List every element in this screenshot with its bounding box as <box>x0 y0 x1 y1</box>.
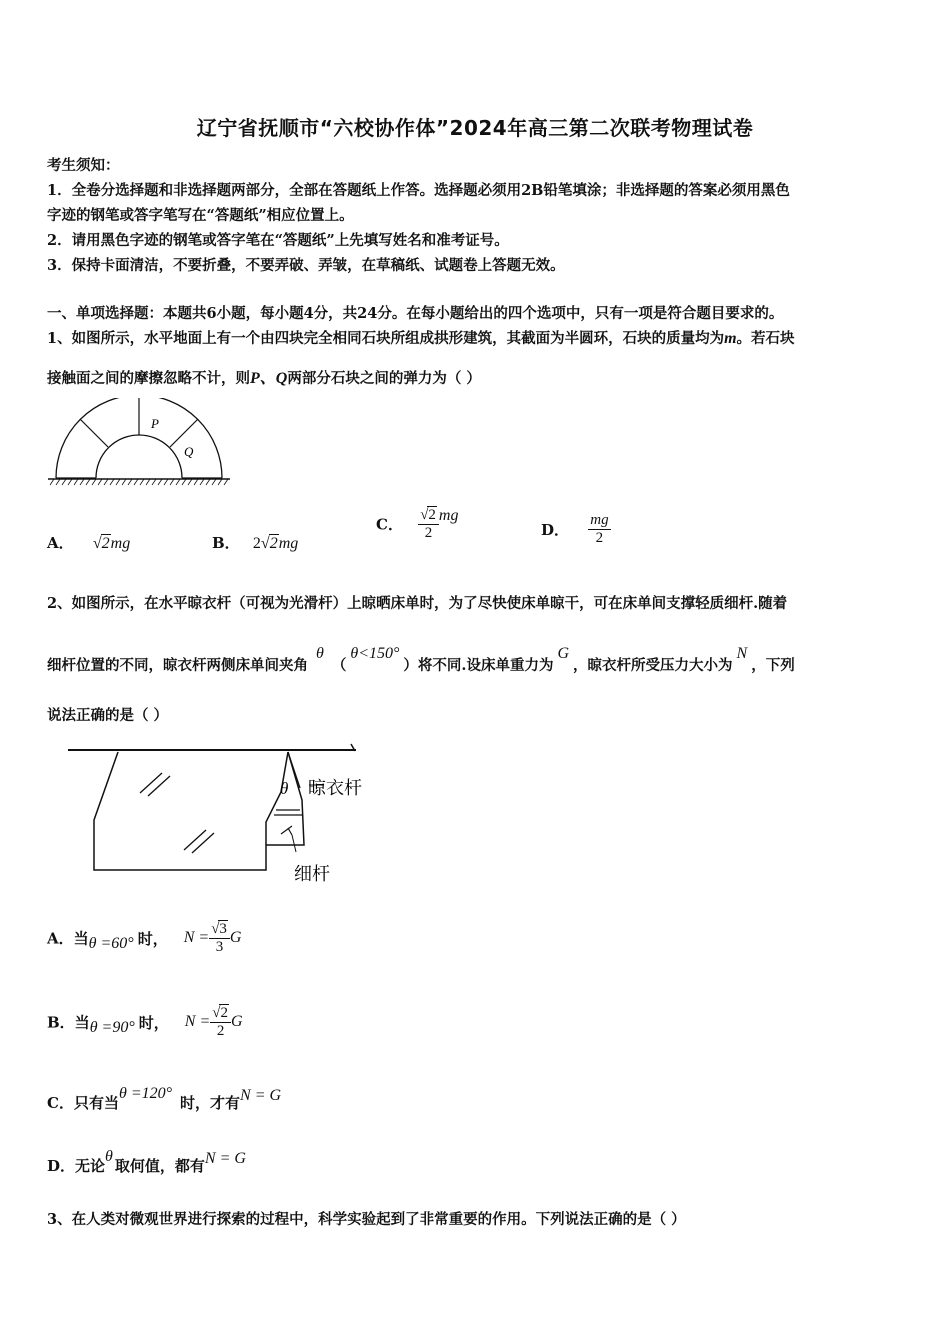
q1-option-d[interactable]: D． $\frac{mg}{2}$ <box>541 512 609 546</box>
label-thin-stick: 细杆 <box>294 864 330 885</box>
q2-option-c[interactable]: C．只有当θ =120°时，才有N = G <box>47 1085 282 1112</box>
clothesline-figure <box>66 740 386 890</box>
notice-line-3: 2．请用黑色字迹的钢笔或答字笔在“答题纸”上先填写姓名和准考证号。 <box>47 232 509 249</box>
q2-line-1: 2、如图所示，在水平晾衣杆（可视为光滑杆）上晾晒床单时，为了尽快使床单晾干，可在床单间支撑轻质细杆.随着 <box>47 595 788 612</box>
notice-line-2: 字迹的钢笔或答字笔写在“答题纸”相应位置上。 <box>47 207 354 224</box>
notice-line-4: 3．保持卡面清洁，不要折叠，不要弄破、弄皱，在草稿纸、试题卷上答题无效。 <box>47 257 565 274</box>
q2-line-2: 细杆位置的不同，晾衣杆两侧床单间夹角θ（θ<150°）将不同.设床单重力为G，晾衣杆所受压力大小为N，下列 <box>47 645 795 674</box>
page-title: 辽宁省抚顺市“六校协作体”2024年高三第二次联考物理试卷 <box>196 116 754 140</box>
section-heading: 一、单项选择题：本题共6小题，每小题4分，共24分。在每小题给出的四个选项中，只有一项是符合题目要求的。 <box>47 305 784 322</box>
label-clothes-rod: 晾衣杆 <box>308 778 362 799</box>
q3-line-1: 3、在人类对微观世界进行探索的过程中，科学实验起到了非常重要的作用。下列说法正确的是（ ） <box>47 1211 686 1228</box>
notice-line-1: 1．全卷分选择题和非选择题两部分，全部在答题纸上作答。选择题必须用2B铅笔填涂；非选择题的答案必须用黑色 <box>47 182 790 199</box>
q1-line-1: 1、如图所示，水平地面上有一个由四块完全相同石块所组成拱形建筑，其截面为半圆环，石块的质量均为m。若石块 <box>47 330 795 347</box>
q1-option-a[interactable]: A． √2mg <box>47 534 131 552</box>
q2-line-3: 说法正确的是（ ） <box>47 707 169 724</box>
q2-option-a[interactable]: A．当θ =60° 时， N = $\frac{√3}{3}$ G <box>47 921 242 955</box>
label-theta: θ <box>280 779 289 798</box>
label-p: P <box>151 416 159 431</box>
q1-line-2: 接触面之间的摩擦忽略不计，则P、Q两部分石块之间的弹力为（ ） <box>47 370 481 387</box>
notice-heading: 考生须知： <box>47 157 120 174</box>
label-q: Q <box>184 444 194 459</box>
arch-figure <box>44 398 234 486</box>
q1-option-c[interactable]: C． $\frac{√2}{2}$ mg <box>376 507 459 541</box>
q2-option-b[interactable]: B．当θ =90° 时， N = $\frac{√2}{2}$ G <box>47 1005 243 1039</box>
q1-option-b[interactable]: B． 2√2mg <box>212 534 299 552</box>
q2-option-d[interactable]: D．无论θ取何值，都有N = G <box>47 1148 246 1175</box>
